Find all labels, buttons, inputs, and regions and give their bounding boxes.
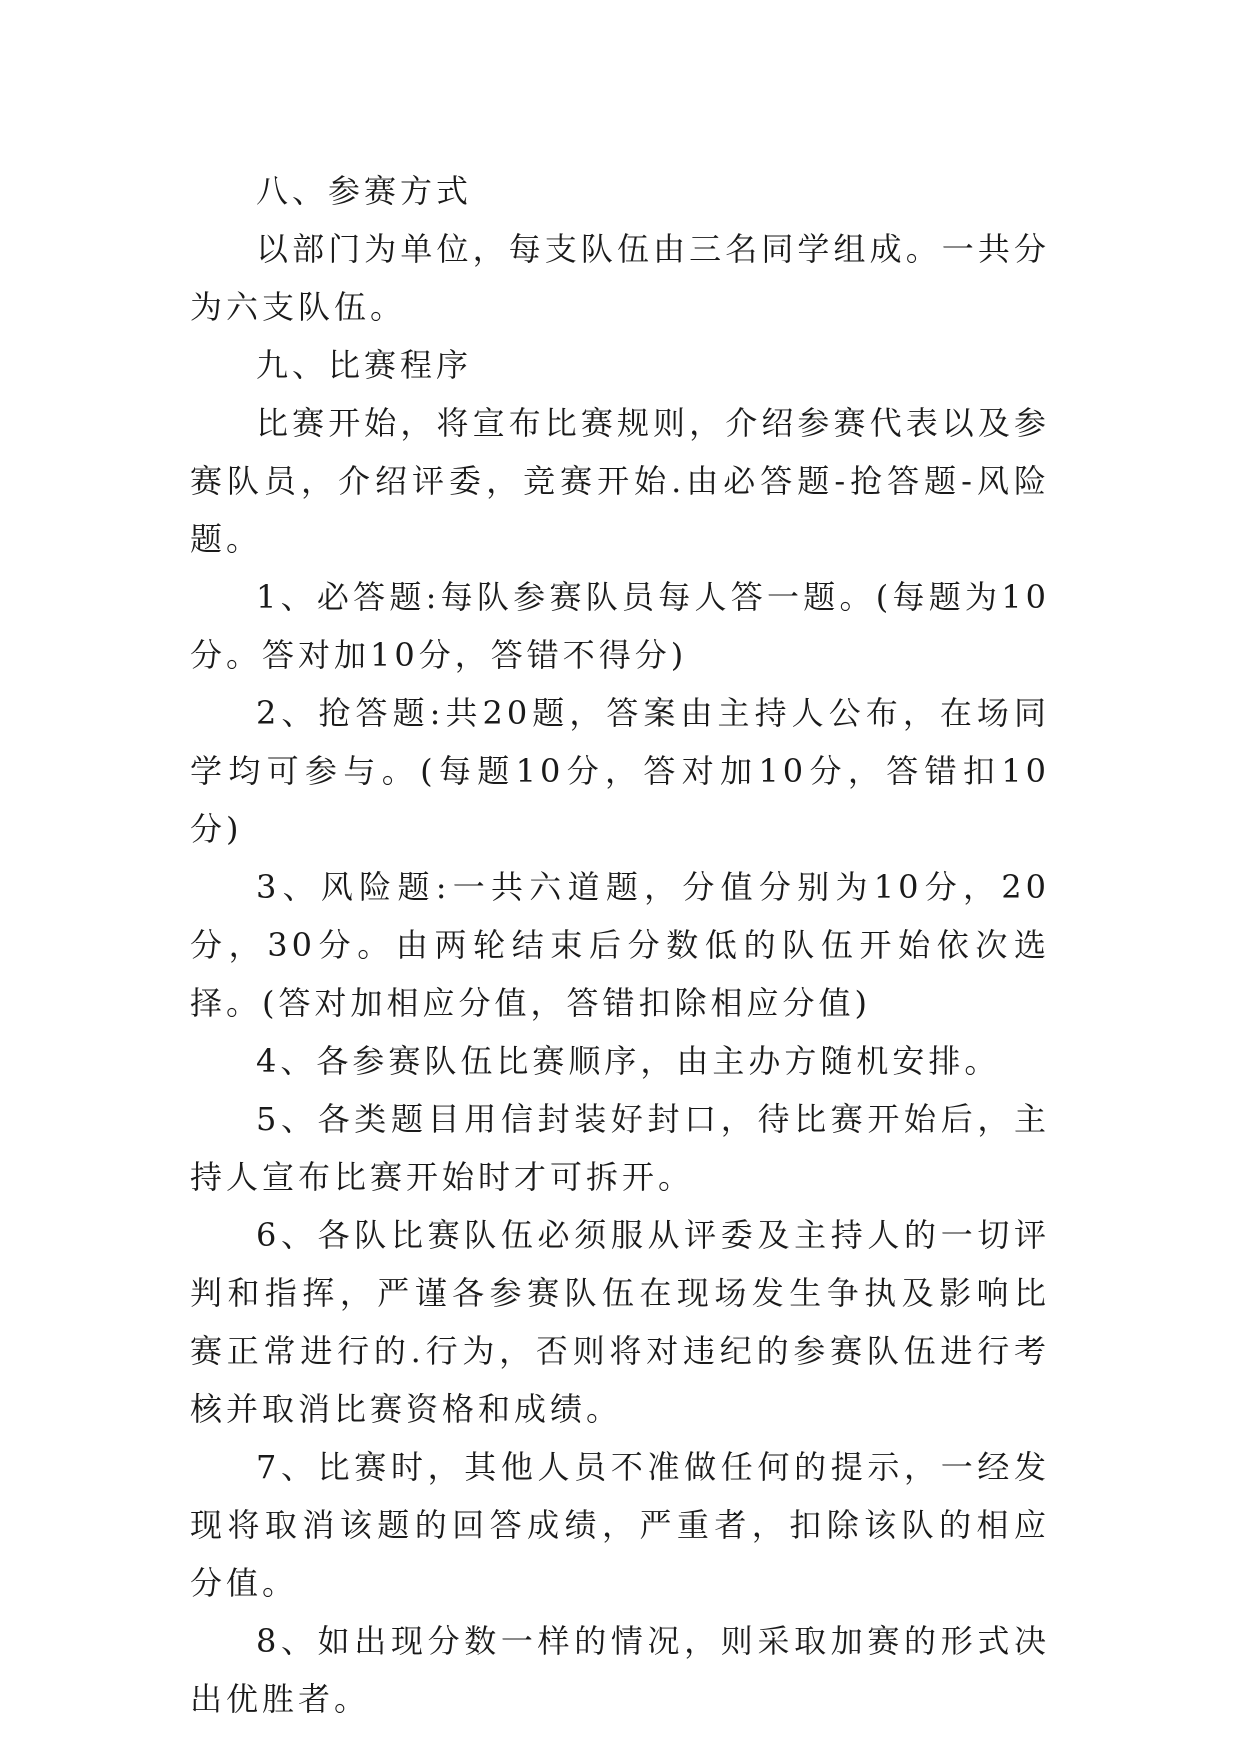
- rule-item-7: 7、比赛时，其他人员不准做任何的提示，一经发现将取消该题的回答成绩，严重者，扣除该队的相应分值。: [190, 1448, 1050, 1602]
- section-heading-participation: 八、参赛方式: [256, 172, 473, 210]
- section-heading-procedure: 九、比赛程序: [256, 346, 473, 384]
- paragraph-procedure-intro: 比赛开始，将宣布比赛规则，介绍参赛代表以及参赛队员，介绍评委，竞赛开始.由必答题-抢答题-风险题。: [190, 404, 1050, 558]
- rule-item-2: 2、抢答题:共20题，答案由主持人公布，在场同学均可参与。(每题10分，答对加10分，答错扣10分): [190, 694, 1050, 848]
- rule-item-6: 6、各队比赛队伍必须服从评委及主持人的一切评判和指挥，严谨各参赛队伍在现场发生争执及影响比赛正常进行的.行为，否则将对违纪的参赛队伍进行考核并取消比赛资格和成绩。: [190, 1216, 1050, 1428]
- rule-item-4: 4、各参赛队伍比赛顺序，由主办方随机安排。: [256, 1042, 1001, 1080]
- document-page: [190, 162, 1050, 1728]
- rule-item-8: 8、如出现分数一样的情况，则采取加赛的形式决出优胜者。: [190, 1622, 1050, 1718]
- rule-item-5: 5、各类题目用信封装好封口，待比赛开始后，主持人宣布比赛开始时才可拆开。: [190, 1100, 1050, 1196]
- paragraph-participation: 以部门为单位，每支队伍由三名同学组成。一共分为六支队伍。: [190, 230, 1050, 326]
- rule-item-1: 1、必答题:每队参赛队员每人答一题。(每题为10分。答对加10分，答错不得分): [190, 578, 1050, 674]
- rule-item-3: 3、风险题:一共六道题，分值分别为10分，20分，30分。由两轮结束后分数低的队伍开始依次选择。(答对加相应分值，答错扣除相应分值): [190, 868, 1050, 1022]
